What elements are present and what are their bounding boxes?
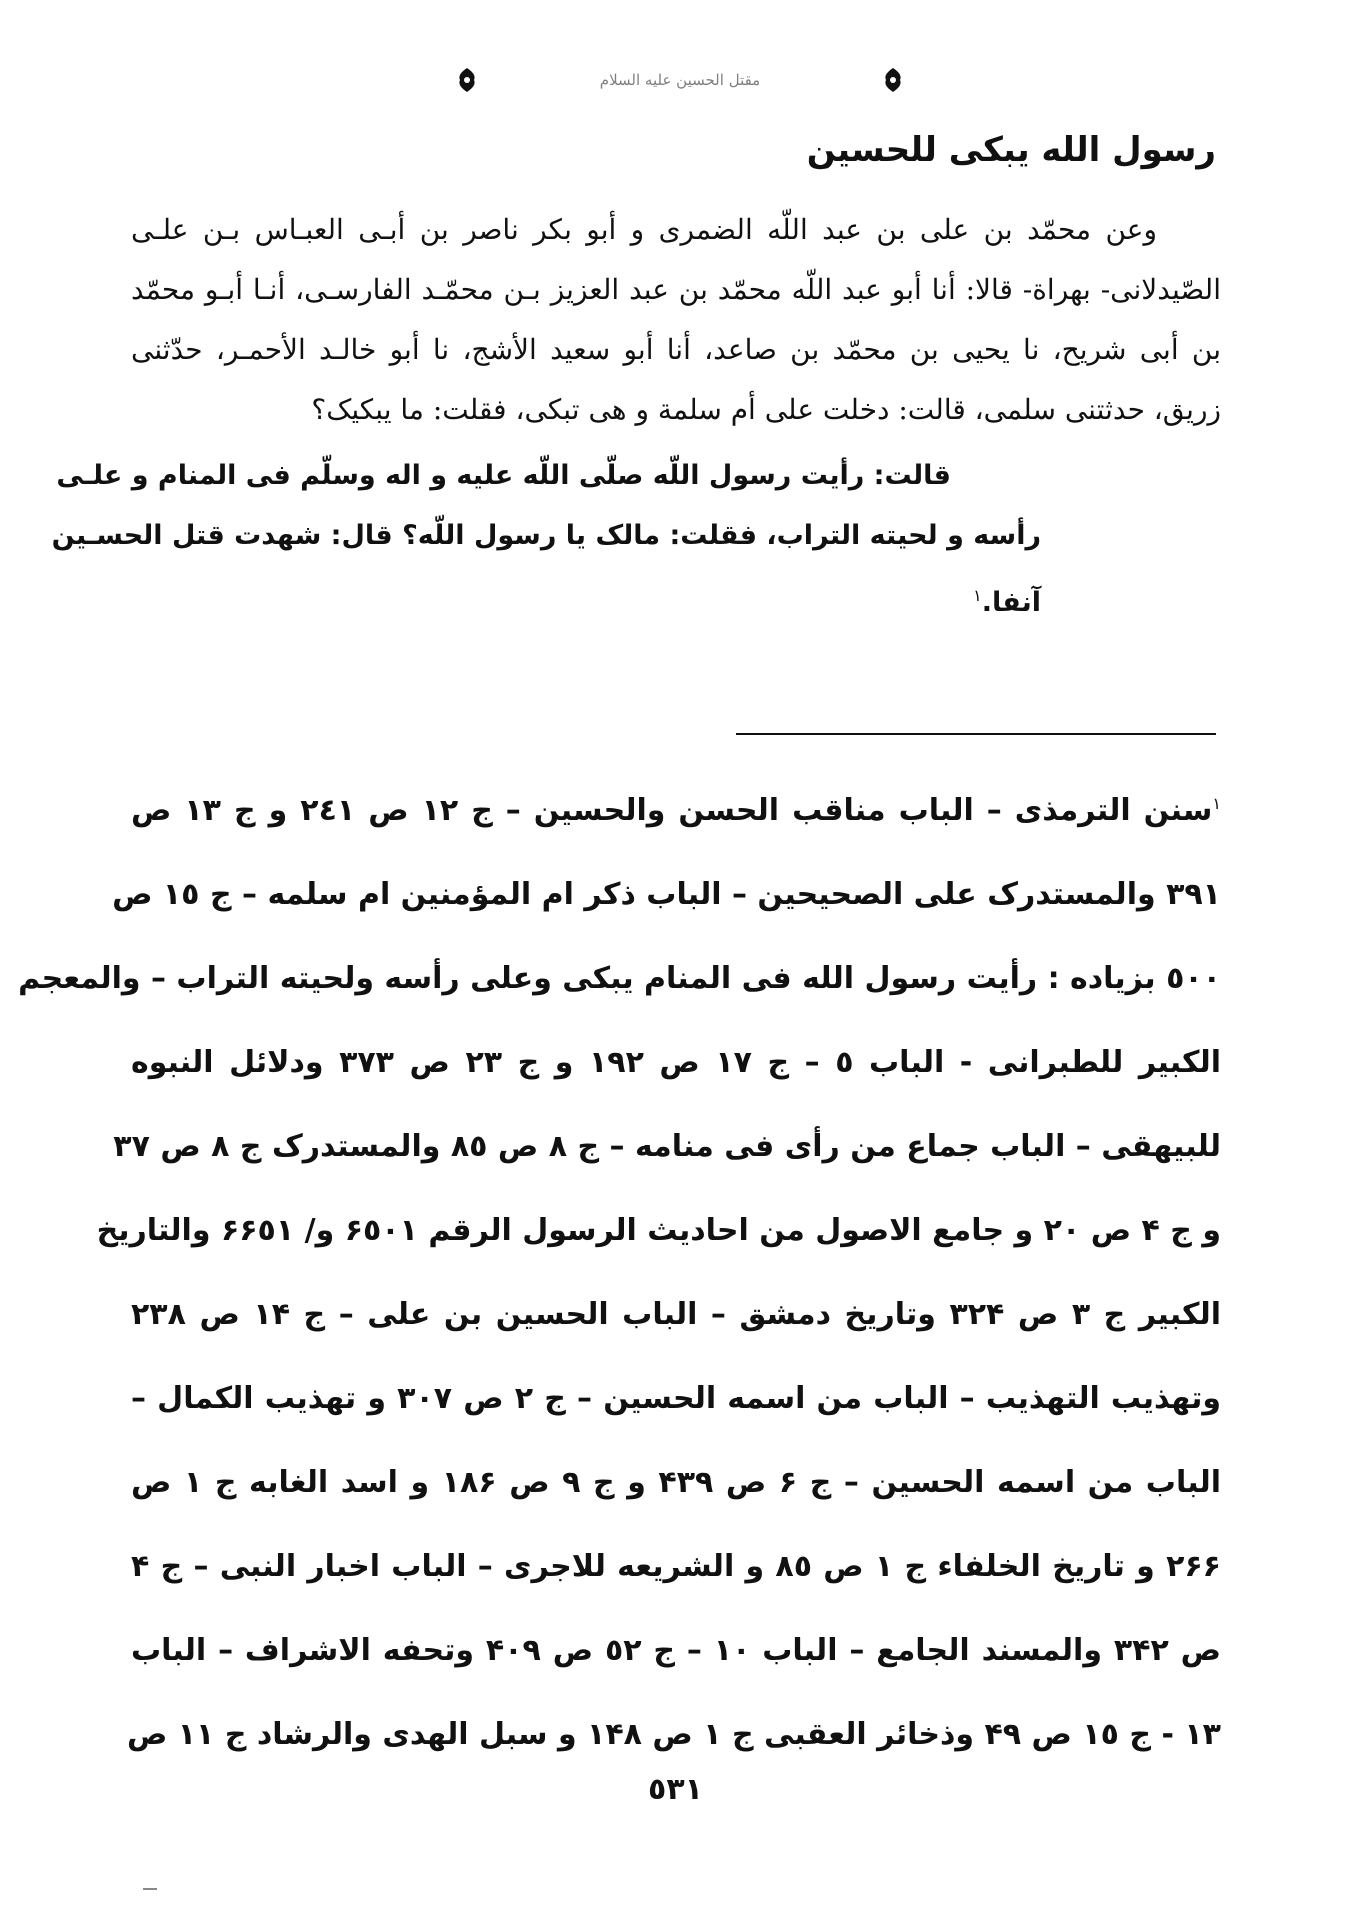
quote-line-last (131, 566, 1221, 633)
footnote-line: ١٣ - ج ١٥ ص ۴٩ وذخائر العقبى ج ١ ص ١۴٨ و سبل الهدى والرشاد ج ١١ ص (126, 1717, 1221, 1752)
footnote-line: ص ٣۴٢ والمسند الجامع – الباب ١٠ – ج ٥٢ ص ۴٠٩ وتحفه الاشراف – الباب (131, 1633, 1222, 1668)
footnote-line: للبيهقى – الباب جماع من رأى فى منامه – ج ٨ ص ٨٥ والمستدرک ج ٨ ص ٣٧ (113, 1129, 1221, 1164)
footnote-line: ٥٠٠ بزياده : رأيت رسول الله فى المنام يبكى وعلى رأسه ولحيته التراب – والمعجم (18, 961, 1221, 996)
footnote-line: الكبير للطبرانى - الباب ٥ – ج ١٧ ص ١٩٢ و ج ٢٣ ص ٣٧٣ ودلائل النبوه (131, 1045, 1221, 1080)
footnote-reference[interactable]: ١ (973, 586, 982, 605)
footnote-line: وتهذيب التهذيب – الباب من اسمه الحسين – ج ٢ ص ٣٠٧ و تهذيب الكمال – (131, 1381, 1222, 1416)
quote-line: رأسه و لحيته التراب، فقلت: مالک يا رسول اللّه؟ قال: شهدت قتل الحسـين (51, 520, 1041, 551)
quote-block (51, 446, 1221, 633)
footnote-marker: ١ (1212, 794, 1221, 813)
running-title: مقتل الحسين عليه السلام (599, 71, 761, 89)
footnote-separator (736, 733, 1216, 735)
footnote-line: و ج ۴ ص ٢٠ و جامع الاصول من احاديث الرسول الرقم ۶٥٠١ و/ ۶۶٥١ والتاريخ (96, 1213, 1221, 1248)
scan-speck (143, 1888, 157, 1890)
quote-line: قالت: رأيت رسول اللّه صلّى اللّه عليه و اله وسلّم فى المنام و علـى (56, 460, 951, 491)
quote-line-text: آنفا. (981, 587, 1041, 618)
footnote-line (131, 762, 1221, 853)
footnote-line: ٢۶۶ و تاريخ الخلفاء ج ١ ص ٨٥ و الشريعه للاجرى – الباب اخبار النبى – ج ۴ (131, 1549, 1221, 1584)
footnote-line: ٣٩١ والمستدرک على الصحيحين – الباب ذكر ام المؤمنين ام سلمه – ج ١٥ ص (112, 877, 1221, 912)
narration-text: وعن محمّد بن على بن عبد اللّه الضمرى و أبو بكر ناصر بن أبـى العبـاس بـن علـى الصّيدلانى- بهراة- قالا: أنا أبو عبد اللّه محمّد بن عبد العزيز بـن محمّـد الفارسـى، أنـا أبـو محمّد بن أبى شريح، نا يحيى بن محمّد بن صاعد، أنا أبو سعيد الأشج، نا أبو خالـد الأحمـر، حدّثنى زريق، حدثتنى سلمى، قالت: دخلت على أم سلمة و هى تبكى، فقلت: ما يبكيک؟ (131, 213, 1221, 426)
running-header (455, 60, 905, 100)
section-title: رسول الله يبکی للحسين (806, 130, 1216, 170)
ornament-icon (881, 67, 905, 93)
page-number: ٥٣١ (648, 1772, 703, 1807)
footnote-line: الكبير ج ٣ ص ٣٢۴ وتاريخ دمشق – الباب الحسين بن على – ج ١۴ ص ٢٣٨ (131, 1297, 1221, 1332)
footnote-line: الباب من اسمه الحسين – ج ۶ ص ۴٣٩ و ج ٩ ص ١٨۶ و اسد الغابه ج ١ ص (131, 1465, 1222, 1500)
ornament-icon (455, 67, 479, 93)
footnote-line-text: سنن الترمذى – الباب مناقب الحسن والحسين – ج ١٢ ص ٢٤١ و ج ١٣ ص (131, 793, 1213, 828)
footnote-block (18, 762, 1222, 1777)
narration-paragraph (131, 200, 1221, 440)
